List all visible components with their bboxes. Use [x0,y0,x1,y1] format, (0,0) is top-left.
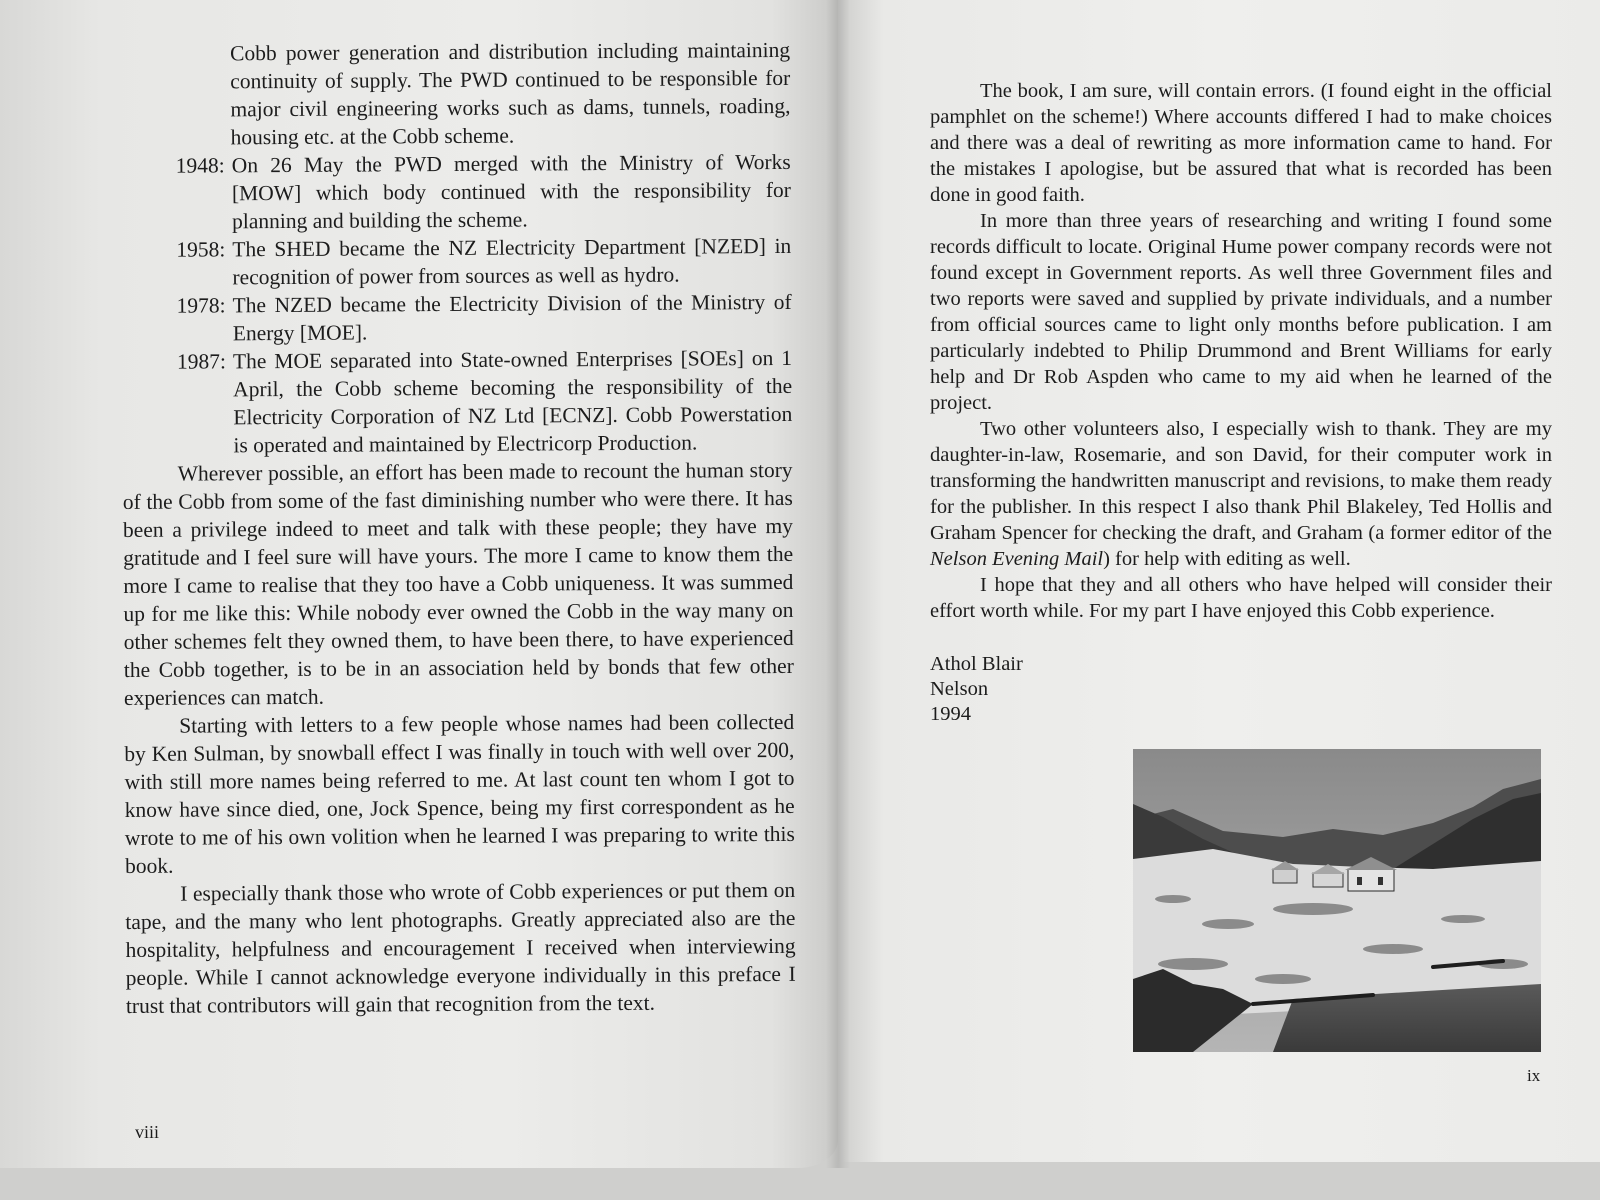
paragraph-text: Two other volunteers also, I especially wish to thank. They are my daughter-in-law, Rosemarie, and son David, for their computer work in transforming the handwritten manuscript and revisions, to make them ready for the publisher. In this respect I also thank Phil Blakeley, Ted Hollis and Graham Spencer for checking the draft, and Graham (a former editor of the [930,418,1552,544]
paragraph-text: ) for help with editing as well. [1103,548,1351,570]
page-number-right: ix [1527,1066,1541,1085]
book-gutter [826,0,850,1168]
author-place: Nelson [930,678,989,700]
body-paragraph: In more than three years of researching and writing I found some records difficult to locate. Original Hume power company records were not found except in Government reports. As well three Government files and two reports were saved and supplied by private individuals, and a number from official sources came to light only months before publication. I am particularly indebted to Philip Drummond and Brent Williams for early help and Dr Rob Aspden who came to my aid when he learned of the project. [930,210,1552,414]
entry-text: The MOE separated into State-owned Enterprises [SOEs] on 1 April, the Cobb scheme becoming the responsibility of the Electricity Corporation of NZ Ltd [ECNZ]. Cobb Powerstation is operated and maintained by Electricorp Production. [232,345,793,458]
body-paragraph: I hope that they and all others who have helped will consider their effort worth while. For my part I have enjoyed this Cobb experience. [930,574,1552,622]
snowy-camp-photo [1133,749,1541,1052]
right-page-body [930,78,1552,624]
entry-year: 1948: [175,153,225,178]
page-number-left: viii [135,1122,160,1142]
newspaper-title: Nelson Evening Mail [930,548,1104,570]
timeline-entry-1948 [176,148,792,236]
signature-block [930,652,1023,727]
author-year: 1994 [930,703,971,725]
entry-year: 1978: [176,293,226,318]
continuation-paragraph: Cobb power generation and distribution including maintaining continuity of supply. The PWD continued to be responsible for major civil engineering works such as dams, tunnels, roading, housing etc. at the Cobb scheme. [230,37,791,150]
entry-text: On 26 May the PWD merged with the Ministry of Works [MOW] which body continued with the responsibility for planning and building the scheme. [231,149,792,234]
timeline-entry-1958 [176,232,791,292]
body-paragraph: Wherever possible, an effort has been made to recount the human story of the Cobb from some of the fast diminishing number who were there. It has been a privilege indeed to meet and talk with these people; they have my gratitude and I feel sure will have yours. The more I came to know them the more I came to realise that they too have a Cobb uniqueness. It was summed up for me like this: While nobody ever owned the Cobb in the way many on other schemes felt they owned them, to have been there, to have experienced the Cobb together, is to be in an association held by bonds that few other experiences can match. [122,457,794,710]
entry-year: 1987: [176,349,227,374]
entry-text: The NZED became the Electricity Division of the Ministry of Energy [MOE]. [232,289,792,346]
entry-year: 1958: [176,237,226,262]
body-paragraph [930,416,1552,572]
timeline-entry-1978 [177,288,792,348]
body-paragraph: I especially thank those who wrote of Cobb experiences or put them on tape, and the many who lent photographs. Greatly appreciated also are the hospitality, helpfulness and encouragement I received when interviewing people. While I cannot acknowledge everyone individually in this preface I trust that contributors will gain that recognition from the text. [125,877,796,1018]
author-name: Athol Blair [930,653,1023,675]
timeline-entry-1987 [177,344,793,460]
body-paragraph: Starting with letters to a few people whose names had been collected by Ken Sulman, by snowball effect I was finally in touch with well over 200, with still more names being referred to me. At last count ten whom I got to know have since died, one, Jock Spence, being my first correspondent as he wrote to me of his own volition when he learned I was preparing to write this book. [124,709,795,878]
left-page-body [120,36,796,1020]
body-paragraph: The book, I am sure, will contain errors. (I found eight in the official pamphlet on the scheme!) Where accounts differed I had to make choices and there was a deal of rewriting as more information came to hand. For the mistakes I apologise, but be assured that what is recorded has been done in good faith. [930,80,1552,206]
entry-text: The SHED became the NZ Electricity Department [NZED] in recognition of power from sources as well as hydro. [232,233,792,290]
